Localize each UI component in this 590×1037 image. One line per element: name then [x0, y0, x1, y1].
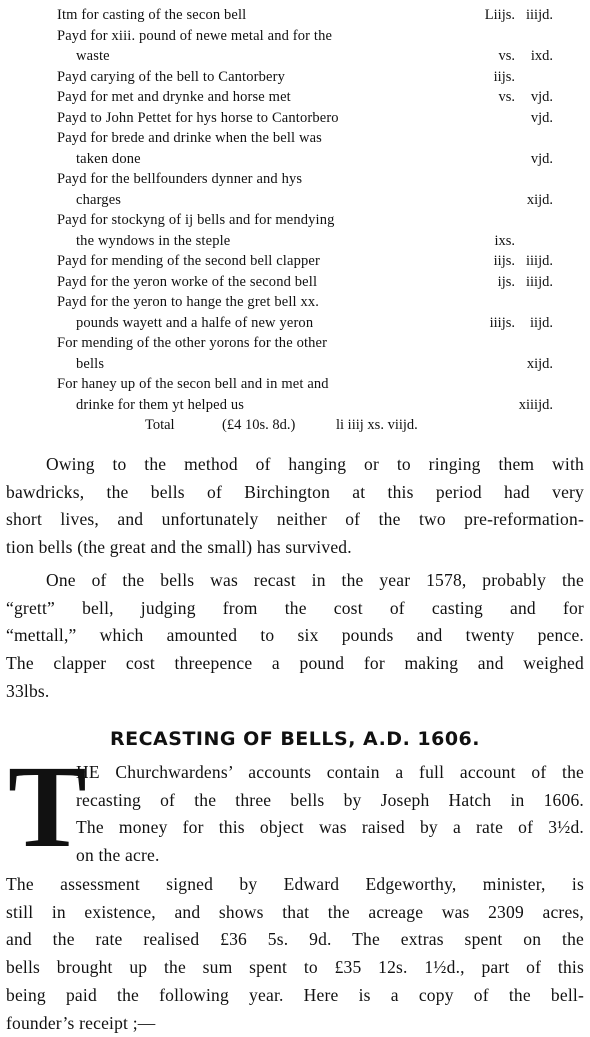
- text-line: tion bells (the great and the small) has survived.: [6, 537, 352, 558]
- ledger-pence: iiijd.: [526, 273, 553, 290]
- ledger-pence: ixd.: [530, 48, 553, 64]
- ledger-item-description: bells: [76, 355, 105, 372]
- ledger-item-description: Itm for casting of the secon bell: [57, 7, 247, 23]
- ledger-row: [0, 313, 590, 333]
- ledger-row: [0, 374, 590, 394]
- ledger-row: [0, 87, 590, 107]
- text-line: The clapper cost threepence a pound for making and weighed: [6, 653, 584, 674]
- text-line: 33lbs.: [6, 680, 50, 701]
- ledger-pence: iiijd.: [526, 7, 553, 23]
- ledger-row: [0, 5, 590, 25]
- ledger-total-sterling: (£4 10s. 8d.): [222, 417, 296, 433]
- text-line: on the acre.: [76, 845, 160, 866]
- ledger-shillings: iijs.: [493, 68, 515, 85]
- ledger-row: [0, 210, 590, 230]
- ledger-shillings: vs.: [498, 48, 515, 64]
- text-line: The money for this object was raised by a rate of 3½d.: [76, 817, 584, 838]
- ledger-shillings: ijs.: [497, 273, 515, 290]
- ledger-item-description: Payd for mending of the second bell clapper: [57, 253, 320, 269]
- section-heading: RECASTING OF BELLS, A.D. 1606.: [110, 728, 480, 750]
- drop-cap-letter: T: [8, 741, 87, 872]
- accounts-ledger: [0, 0, 590, 440]
- ledger-shillings: iiijs.: [489, 314, 515, 331]
- ledger-total-label: Total: [145, 417, 175, 433]
- ledger-pence: xijd.: [526, 355, 553, 372]
- ledger-shillings: iijs.: [493, 253, 515, 269]
- text-line: short lives, and unfortunately neither of the two pre-reformation-: [6, 509, 584, 530]
- text-line: One of the bells was recast in the year 1578, probably the: [46, 570, 584, 590]
- ledger-row: [0, 231, 590, 251]
- ledger-pence: iiijd.: [526, 253, 553, 269]
- ledger-row: [0, 292, 590, 312]
- ledger-row: [0, 190, 590, 210]
- text-line: recasting of the three bells by Joseph Hatch in 1606.: [76, 789, 584, 810]
- ledger-row: [0, 354, 590, 374]
- ledger-pence: xijd.: [526, 191, 553, 208]
- ledger-shillings: Liijs.: [484, 7, 515, 23]
- text-line: The assessment signed by Edward Edgeworthy, minister, is: [6, 874, 584, 894]
- ledger-item-description: Payd for the yeron worke of the second bell: [57, 273, 318, 290]
- ledger-item-description: Payd for xiii. pound of newe metal and for the: [57, 27, 333, 44]
- ledger-pence: iijd.: [530, 314, 553, 331]
- ledger-item-description: Payd for brede and drinke when the bell was: [57, 130, 322, 146]
- ledger-item-description: Payd to John Pettet for hys horse to Cantorbero: [57, 109, 339, 126]
- ledger-item-description: the wyndows in the steple: [76, 232, 231, 249]
- ledger-item-description: Payd carying of the bell to Cantorbery: [57, 68, 285, 85]
- text-line: Owing to the method of hanging or to ringing them with: [46, 454, 584, 474]
- ledger-item-description: For mending of the other yorons for the other: [57, 335, 328, 351]
- ledger-row: [0, 149, 590, 169]
- ledger-total-amount: li iiij xs. viijd.: [336, 417, 418, 433]
- ledger-item-description: Payd for met and drynke and horse met: [57, 89, 291, 105]
- text-line: bawdricks, the bells of Birchington at this period had very: [6, 481, 585, 502]
- ledger-item-description: drinke for them yt helped us: [76, 396, 245, 413]
- text-line: “grett” bell, judging from the cost of casting and for: [6, 597, 584, 618]
- ledger-row: [0, 67, 590, 87]
- ledger-item-description: Payd for the yeron to hange the gret bell xx.: [57, 294, 320, 310]
- text-line: bells brought up the sum spent to £35 12s. 1½d., part of this: [6, 957, 584, 978]
- ledger-item-description: Payd for stockyng of ij bells and for mendying: [57, 212, 335, 228]
- ledger-item-description: For haney up of the secon bell and in met and: [57, 376, 329, 392]
- ledger-row: [0, 128, 590, 148]
- text-line: and the rate realised £36 5s. 9d. The extras spent on the: [6, 929, 585, 950]
- text-line: still in existence, and shows that the acreage was 2309 acres,: [6, 901, 584, 922]
- ledger-pence: xiiijd.: [518, 396, 553, 413]
- text-line: HE Churchwardens’ accounts contain a full account of the: [76, 762, 585, 782]
- ledger-item-description: charges: [76, 191, 122, 208]
- ledger-item-description: taken done: [76, 150, 141, 167]
- text-line: “mettall,” which amounted to six pounds and twenty pence.: [6, 625, 584, 646]
- ledger-pence: vjd.: [530, 89, 553, 105]
- ledger-item-description: pounds wayett and a halfe of new yeron: [76, 314, 314, 331]
- ledger-row: [0, 108, 590, 128]
- ledger-row: [0, 395, 590, 415]
- ledger-row: [0, 26, 590, 46]
- text-line: founder’s receipt ;—: [6, 1012, 156, 1033]
- ledger-pence: vjd.: [530, 150, 553, 167]
- ledger-item-description: Payd for the bellfounders dynner and hys: [57, 171, 303, 187]
- text-line: being paid the following year. Here is a copy of the bell-: [6, 984, 584, 1005]
- ledger-shillings: vs.: [498, 89, 515, 105]
- ledger-row: [0, 251, 590, 271]
- ledger-total-row: [0, 415, 590, 435]
- drop-cap: [8, 741, 87, 872]
- ledger-pence: vjd.: [530, 109, 553, 126]
- ledger-row: [0, 169, 590, 189]
- ledger-item-description: waste: [76, 48, 110, 64]
- ledger-row: [0, 46, 590, 66]
- ledger-shillings: ixs.: [494, 232, 515, 249]
- ledger-row: [0, 333, 590, 353]
- ledger-row: [0, 272, 590, 292]
